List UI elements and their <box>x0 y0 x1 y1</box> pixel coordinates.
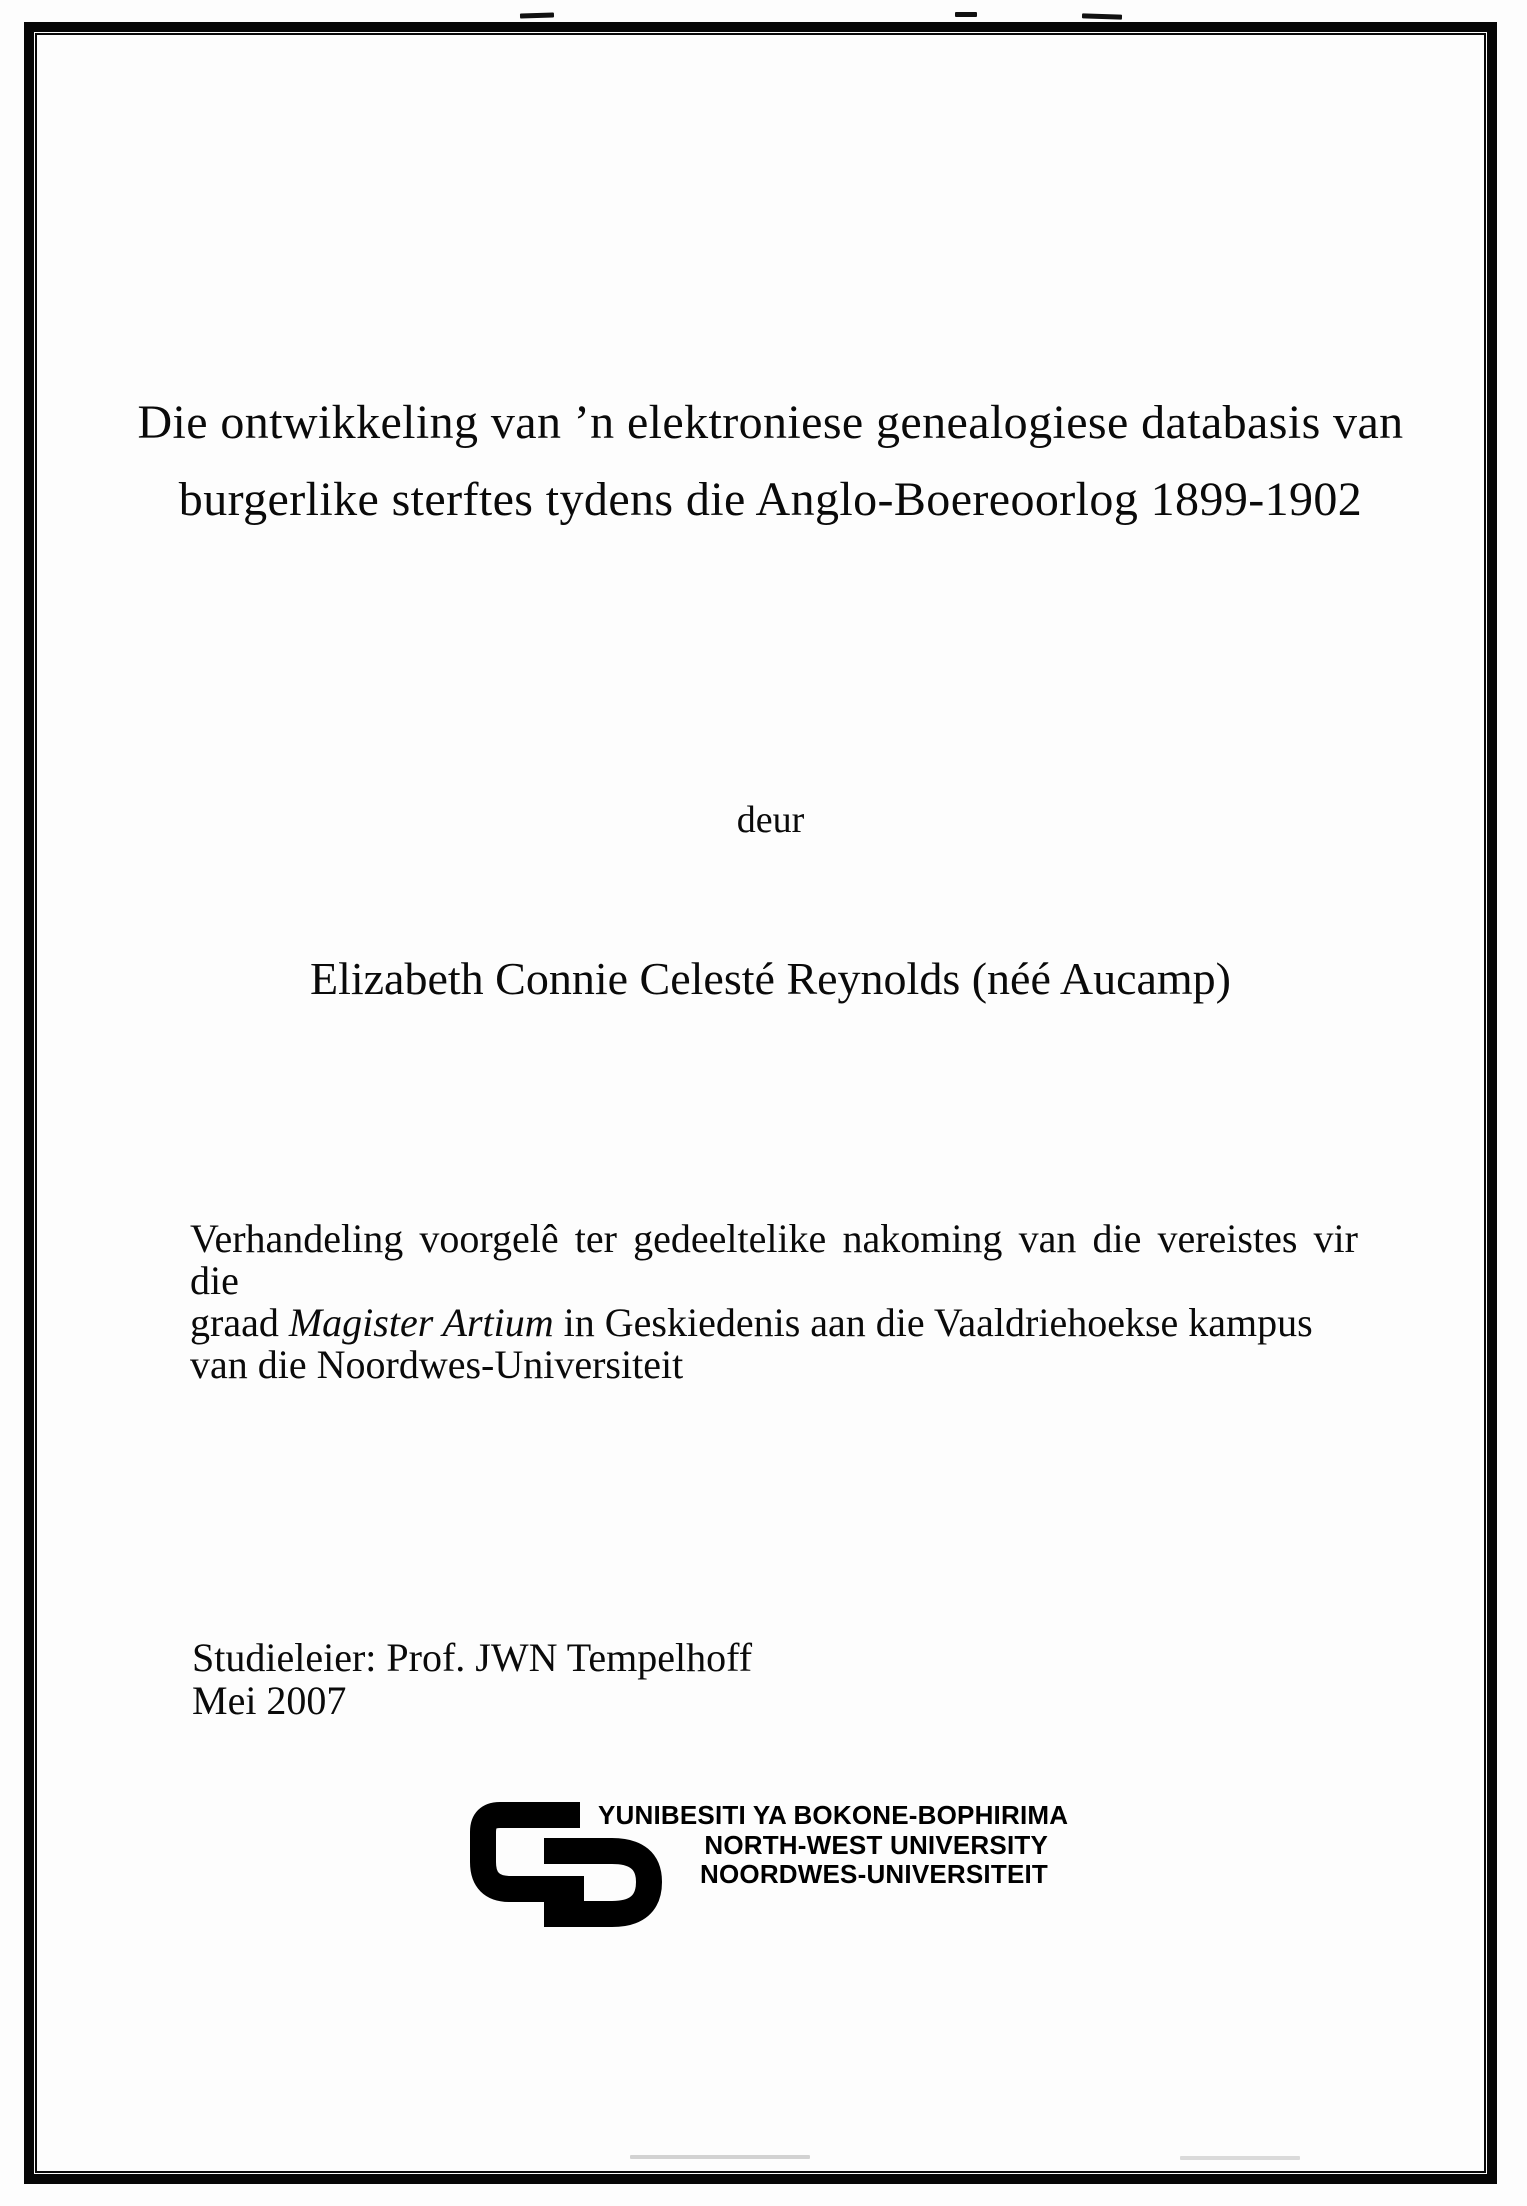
thesis-title-line2: burgerlike sterftes tydens die Anglo-Boereoorlog 1899-1902 <box>178 473 1363 526</box>
degree-declaration <box>190 1218 1358 1386</box>
date-line: Mei 2007 <box>192 1678 347 1723</box>
scan-artifact <box>955 12 977 17</box>
declaration-line2 <box>190 1302 1358 1344</box>
scan-artifact <box>1180 2156 1300 2160</box>
declaration-line2-prefix: graad <box>190 1300 289 1345</box>
logo-text-english: NORTH-WEST UNIVERSITY <box>704 1829 1048 1860</box>
declaration-line2-suffix: in Geskiedenis aan die Vaaldriehoekse kampus <box>553 1300 1313 1345</box>
supervisor-block <box>192 1636 752 1722</box>
supervisor-line: Studieleier: Prof. JWN Tempelhoff <box>192 1635 753 1680</box>
university-logo-text <box>598 1800 1069 1890</box>
declaration-line1: Verhandeling voorgelê ter gedeeltelike nakoming van die vereistes vir die <box>190 1216 1358 1303</box>
logo-text-afrikaans: NOORDWES-UNIVERSITEIT <box>700 1859 1048 1889</box>
byline-label: deur <box>736 799 805 841</box>
degree-name: Magister Artium <box>288 1300 554 1345</box>
scan-artifact <box>520 12 554 18</box>
declaration-line3: van die Noordwes-Universiteit <box>190 1342 684 1387</box>
scan-artifact <box>1082 13 1122 19</box>
logo-text-setswana: YUNIBESITI YA BOKONE-BOPHIRIMA <box>598 1800 1069 1830</box>
scan-artifact <box>630 2155 810 2159</box>
thesis-title <box>0 384 1527 538</box>
author-name: Elizabeth Connie Celesté Reynolds (néé Aucamp) <box>309 953 1231 1004</box>
thesis-title-line1: Die ontwikkeling van ’n elektroniese genealogiese databasis van <box>137 396 1404 449</box>
